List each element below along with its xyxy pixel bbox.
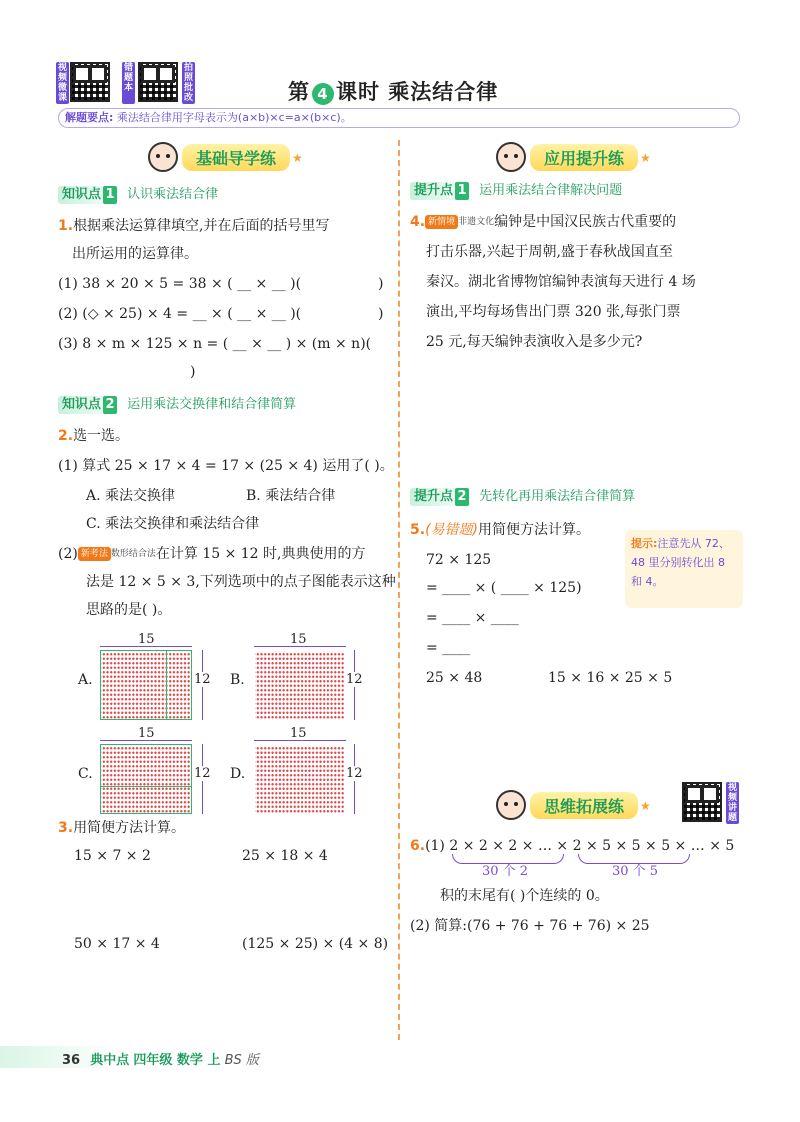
q1-part-2-end: ) — [378, 306, 384, 322]
dot-grid-a — [100, 650, 192, 720]
new-method-badge: 新考法 — [78, 547, 111, 561]
knowledge-point-2: 知识点 2 运用乘法交换律和结合律简算 — [58, 396, 296, 414]
q5-step-4: = ____ — [426, 640, 471, 656]
dim-a-15: 15 — [138, 632, 155, 647]
q4-line-3: 秦汉。湖北省博物馆编钟表演每天进行 4 场 — [426, 274, 696, 290]
section-basic: 基础导学练 ★ — [148, 142, 303, 172]
star-icon: ★ — [292, 150, 303, 165]
q1-part-3: (3) 8 × m × 125 × n = ( __ × __ ) × (m × n)( — [58, 336, 372, 352]
page-number: 36 — [62, 1053, 81, 1068]
dim-c-12: 12 — [194, 766, 211, 781]
section-apply: 应用提升练 ★ — [496, 142, 651, 172]
q4-line-2: 打击乐器,兴起于周朝,盛于春秋战国直至 — [426, 244, 673, 260]
q1-part-2: (2) (◇ × 25) × 4 = __ × ( __ × __ )( — [58, 306, 302, 322]
hint-label: 提示: — [631, 537, 658, 550]
q1-part-3-end: ) — [190, 364, 196, 380]
qr-code-mistakes[interactable] — [138, 62, 178, 102]
q6-part-1: 6.(1) 2 × 2 × 2 × … × 2 × 5 × 5 × 5 × … × 5 — [410, 838, 735, 854]
tip-text: 乘法结合律用字母表示为(a×b)×c=a×(b×c)。 — [116, 111, 352, 124]
page-title: 第 4 课时 乘法结合律 — [288, 80, 499, 104]
q2-part-1: (1) 算式 25 × 17 × 4 = 17 × (25 × 4) 运用了( )。 — [58, 458, 394, 474]
qr-code-video[interactable] — [70, 62, 110, 102]
dot-grid-d — [254, 744, 346, 814]
q2-part-2-b: 法是 12 × 5 × 3,下列选项中的点子图能表示这种 — [86, 574, 396, 590]
new-context-badge: 新情境 — [425, 215, 458, 229]
q3-a: 15 × 7 × 2 — [74, 848, 151, 864]
q2-option-a: A. 乘法交换律 — [86, 488, 176, 504]
brace-fives-label: 30 个 5 — [612, 864, 659, 879]
option-c-label: C. — [78, 766, 93, 782]
q4-line-5: 25 元,每天编钟表演收入是多少元? — [426, 334, 643, 350]
q2-stem: 2.选一选。 — [58, 428, 130, 444]
dim-c-15: 15 — [138, 726, 155, 741]
qr-code-lecture[interactable] — [682, 782, 722, 822]
option-b-label: B. — [230, 672, 245, 688]
hint-box — [625, 530, 743, 608]
improve-point-1: 提升点 1 运用乘法结合律解决问题 — [410, 182, 622, 200]
q2-option-c: C. 乘法交换律和乘法结合律 — [86, 516, 260, 532]
mascot-icon — [148, 142, 178, 172]
dim-a-12: 12 — [194, 672, 211, 687]
footer — [62, 1049, 259, 1068]
tip-bar — [58, 108, 740, 128]
grid-a-split — [166, 650, 167, 720]
dim-d-15: 15 — [290, 726, 307, 741]
column-divider — [398, 140, 400, 1040]
star-icon: ★ — [640, 150, 651, 165]
q1-stem-b: 出所运用的运算律。 — [72, 246, 198, 262]
q4-line-4: 演出,平均每场售出门票 320 张,每张门票 — [426, 304, 681, 320]
q1-part-1-end: ) — [378, 276, 384, 292]
qr-tag-mistakes: 错题本 — [122, 62, 135, 104]
q5-stem: 5.(易错题)用简便方法计算。 — [410, 522, 590, 538]
q2-part-2: (2) 新考法 数形结合法在计算 15 × 12 时,典典使用的方 — [58, 546, 366, 562]
grid-c-split — [100, 786, 192, 787]
tip-label: 解题要点: — [65, 111, 114, 124]
q5-step-1: 72 × 125 — [426, 552, 492, 568]
brace-twos-label: 30 个 2 — [482, 864, 529, 879]
q5-b: 25 × 48 — [426, 670, 483, 686]
q5-step-3: = ____ × ____ — [426, 610, 519, 626]
dim-b-15: 15 — [290, 632, 307, 647]
qr-tag-lecture: 视频讲题 — [727, 783, 737, 823]
q3-d: (125 × 25) × (4 × 8) — [242, 936, 389, 952]
improve-point-2: 提升点 2 先转化再用乘法结合律简算 — [410, 488, 635, 506]
q5-step-2: = ____ × ( ____ × 125) — [426, 580, 582, 596]
section-extend: 思维拓展练 ★ — [496, 790, 651, 820]
q2-option-b: B. 乘法结合律 — [246, 488, 336, 504]
q1-part-1: (1) 38 × 20 × 5 = 38 × ( __ × __ )( — [58, 276, 302, 292]
lesson-number: 4 — [312, 83, 334, 105]
knowledge-point-1: 知识点 1 认识乘法结合律 — [58, 186, 218, 204]
dim-b-12: 12 — [346, 672, 363, 687]
q6-fill: 积的末尾有( )个连续的 0。 — [440, 888, 609, 904]
qr-tag-photo: 拍照批改 — [183, 63, 193, 103]
mascot-icon — [496, 142, 526, 172]
option-d-label: D. — [230, 766, 246, 782]
q1-stem-a: 1.根据乘法运算律填空,并在后面的括号里写 — [58, 218, 330, 234]
option-a-label: A. — [78, 672, 93, 688]
dim-d-12: 12 — [346, 766, 363, 781]
hint-text: 注意先从 72、48 里分别转化出 8 和 4。 — [631, 537, 730, 588]
q6-part-2: (2) 简算:(76 + 76 + 76 + 76) × 25 — [410, 918, 650, 934]
q4-line-1: 4. 新情境 非遗文化编钟是中国汉民族古代重要的 — [410, 214, 677, 230]
q3-c: 50 × 17 × 4 — [74, 936, 160, 952]
q2-part-2-c: 思路的是( )。 — [86, 602, 172, 618]
q3-stem: 3.用简便方法计算。 — [58, 820, 186, 836]
brand-logo: 典中点 — [90, 1053, 130, 1068]
edition-label: BS 版 — [224, 1053, 259, 1068]
dot-grid-b — [254, 650, 346, 720]
star-icon: ★ — [640, 798, 651, 813]
q3-b: 25 × 18 × 4 — [242, 848, 328, 864]
dot-grid-c — [100, 744, 192, 814]
grade-label: 四年级 数学 上 — [133, 1053, 221, 1068]
mascot-icon — [496, 790, 526, 820]
qr-tag-video: 视频微课 — [57, 63, 67, 103]
q5-c: 15 × 16 × 25 × 5 — [548, 670, 673, 686]
